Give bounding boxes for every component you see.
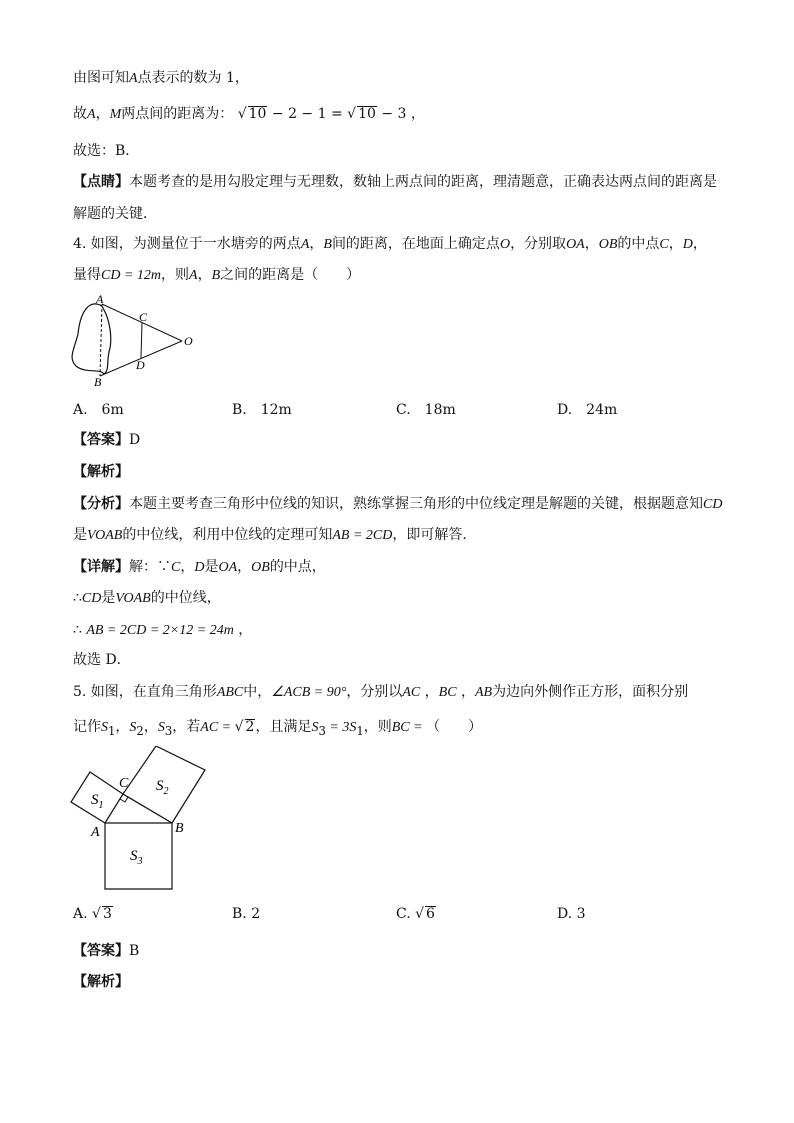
q4-fenxi-line-2: 是VOAB的中位线，利用中位线的定理可知AB = 2CD，即可解答． [73, 527, 477, 543]
q4-figure [66, 292, 206, 387]
comment-line-1: 【点睛】本题考查的是用勾股定理与无理数，数轴上两点间的距离，理清题意，正确表达两点间的距离是 [73, 174, 717, 190]
q5-line-1: 5. 如图，在直角三角形ABC中，∠ACB = 90°，分别以AC ，BC ，AB为边向外侧作正方形，面积分别 [73, 684, 689, 700]
q4-line-1: 4. 如图，为测量位于一水塘旁的两点A，B间的距离，在地面上确定点O，分别取OA，OB的中点C，D， [73, 236, 707, 252]
q5-option-a[interactable]: A. √ 3 [73, 906, 112, 922]
label-o: O [184, 334, 193, 348]
q5-analysis-heading: 【解析】 [73, 974, 129, 990]
label-a: A [91, 825, 100, 840]
label-s2: $S_2$ [156, 778, 169, 797]
q5-figure [66, 746, 216, 892]
q5-option-b[interactable]: B. 2 [232, 906, 261, 922]
square-s2 [123, 746, 205, 823]
q5-option-d[interactable]: D. 3 [557, 906, 586, 922]
label-b: B [175, 821, 184, 836]
label-s1: $S_1$ [91, 792, 104, 811]
q5-option-c[interactable]: C. √ 6 [396, 906, 435, 922]
label-d: D [136, 358, 145, 372]
q4-option-b[interactable]: B. 12m [232, 402, 292, 418]
text-line-3: 故选：B． [73, 143, 140, 159]
q4-fenxi-line-1: 【分析】本题主要考查三角形中位线的知识，熟练掌握三角形的中位线定理是解题的关键，根据题意知CD [73, 496, 723, 512]
comment-line-2: 解题的关键． [73, 206, 157, 222]
text-line-1: 由图可知A点表示的数为 1， [73, 70, 249, 86]
q4-choose: 故选 D． [73, 652, 131, 668]
q4-step-2: ∴ AB = 2CD = 2×12 = 24m ， [73, 622, 253, 638]
label-b: B [94, 375, 102, 387]
q4-detail-line: 【详解】解：∵C，D是OA，OB的中点， [73, 559, 326, 575]
q4-line-2: 量得CD = 12m，则A，B之间的距离是（ ） [73, 267, 361, 283]
q4-step-1: ∴CD是VOAB的中位线， [73, 590, 221, 606]
pond-outline [72, 304, 111, 374]
radical-sign: √ [237, 106, 247, 122]
q4-analysis-heading: 【解析】 [73, 464, 129, 480]
label-c: C [139, 310, 148, 324]
q4-option-c[interactable]: C. 18m [396, 402, 456, 418]
segment-ab-dashed [100, 304, 102, 376]
label-a: A [96, 292, 104, 306]
q4-option-d[interactable]: D. 24m [557, 402, 618, 418]
segment-cd [141, 323, 142, 358]
label-s3: $S_3$ [130, 848, 143, 867]
q5-answer: 【答案】B [73, 943, 140, 959]
q5-line-2: 记作$S_1$，$S_2$，$S_3$，若AC = √ 2，且满足$S_3 = 3S_1$，则BC = （ ） [73, 719, 483, 738]
label-c: C [119, 776, 129, 791]
text-line-2: 故A，M两点间的距离为： √ 10 − 2 − 1 = √ 10 − 3 ， [73, 106, 425, 122]
q4-answer: 【答案】D [73, 432, 141, 448]
q4-option-a[interactable]: A. 6m [73, 402, 124, 418]
